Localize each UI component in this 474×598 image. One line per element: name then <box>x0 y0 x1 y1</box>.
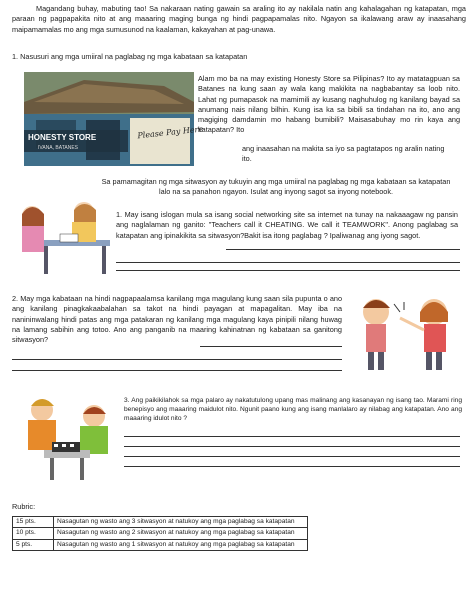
store-sign-subtext: IVANA, BATANES <box>38 145 79 151</box>
situations-instruction: Sa pamamagitan ng mga sitwasyon ay tukuyin ang mga umiiral na paglabag ng mga kabataan sa katapatan lalo na sa panahon ngayon. Isulat ang inyong sagot sa inyong notebook. <box>101 177 451 197</box>
rubric-description: Nasagutan ng wasto ang 1 sitwasyon at natukoy ang mga paglabag sa katapatan <box>54 539 308 550</box>
rubric-points: 15 pts. <box>13 517 54 528</box>
rubric-label: Rubric: <box>12 502 36 511</box>
store-sign-text: HONESTY STORE <box>28 133 97 142</box>
arguing-kids-illustration <box>350 292 460 376</box>
please-pay-note: Please Pay Here <box>136 124 204 141</box>
rubric-row <box>13 539 308 550</box>
answer-line-3c <box>124 456 460 457</box>
answer-line-1c <box>116 270 460 271</box>
answer-line-3b <box>124 446 460 447</box>
answer-line-2c <box>12 370 342 371</box>
answer-line-1a <box>226 249 460 250</box>
rubric-description: Nasagutan ng wasto ang 2 sitwasyon at natukoy ang mga paglabag sa katapatan <box>54 528 308 539</box>
chess-players-illustration <box>14 392 118 484</box>
intro-paragraph: Magandang buhay, mabuting tao! Sa nakaraan nating gawain sa araling ito ay nakilala natin ang kahalagahan ng katapatan, mga paraan ng pagpapakita nito at ang maaaring maging bunga ng hindi pagpapamalas nito. Ngayon sa ikalawang araw ay inaasahang maipamamalas mo ang mga sumusunod na kaalaman, kakayahan at pag-unawa. <box>12 4 466 34</box>
answer-line-1b <box>116 262 460 263</box>
rubric-row <box>13 517 308 528</box>
answer-line-3d <box>124 466 460 467</box>
rubric-points: 5 pts. <box>13 539 54 550</box>
rubric-description: Nasagutan ng wasto ang 3 sitwasyon at natukoy ang mga paglabag sa katapatan <box>54 517 308 528</box>
honesty-store-photo <box>24 72 204 166</box>
rubric-table <box>12 516 308 551</box>
rubric-points: 10 pts. <box>13 528 54 539</box>
question-1-heading: 1. Nasusuri ang mga umiiral na paglabag ng mga kabataan sa katapatan <box>12 52 248 61</box>
students-illustration <box>10 196 114 278</box>
honesty-store-passage: Alam mo ba na may existing Honesty Store sa Pilipinas? Ito ay matatagpuan sa Batanes na kung saan ay wala kang makikita na nagbabantay sa loob nito. Lahat ng pumapasok na mamimili ay kusang naghuhulog ng kanilang bayad sa anumang nais nilang bilhin. Kung isa ka sa bibili sa tindahan na ito, ano ang magiging damdamin mo habang bumibili? Maisasabuhay mo rin kaya ang katapatan? Ito <box>198 74 460 135</box>
answer-line-3a <box>124 436 460 437</box>
question-3: 3. Ang paikikilahok sa mga palaro ay nakatutulong upang mas malinang ang kasanayan ng isang tao. Marami ring benepisyo ang maaaring maidulot nito. Ngunit paano kung ang isang manlalaro ay nilabag ang katapatan. Ano ang maaaring idulot nito ? <box>124 397 462 423</box>
answer-line-2a <box>200 346 342 347</box>
honesty-store-passage-end: ang inaasahan na makita sa iyo sa pagtatapos ng aralin nating ito. <box>242 144 445 164</box>
rubric-row <box>13 528 308 539</box>
question-1-item: 1. May isang islogan mula sa isang social networking site sa internet na tunay na nakaaagaw ng pansin ang naglalaman ng ganito: "Teachers call it CHEATING. We call it TEAMWORK". Anong paglabag sa katapatan ang ipinakikita sa sitwasyon?Bakit isa itong paglabag ? Ipaliwanag ang iyong sagot. <box>116 210 458 240</box>
answer-line-2b <box>12 359 342 360</box>
question-2: 2. May mga kabataan na hindi nagpapaalamsa kanilang mga magulang kung saan sila pupunta o ano ang kanilang pinagkakaabalahan sa takot na hindi payagan at mapagalitan. May iba na nanininwalang hindi patas ang mga patakaran ng kanilang mga magulang kaya pinipili nilang huwag na lamang sabihin ang totoo. Ano ang panganib na maaring kahinatnan ng kabataan sa ganitong sitwasyon? <box>12 294 342 345</box>
